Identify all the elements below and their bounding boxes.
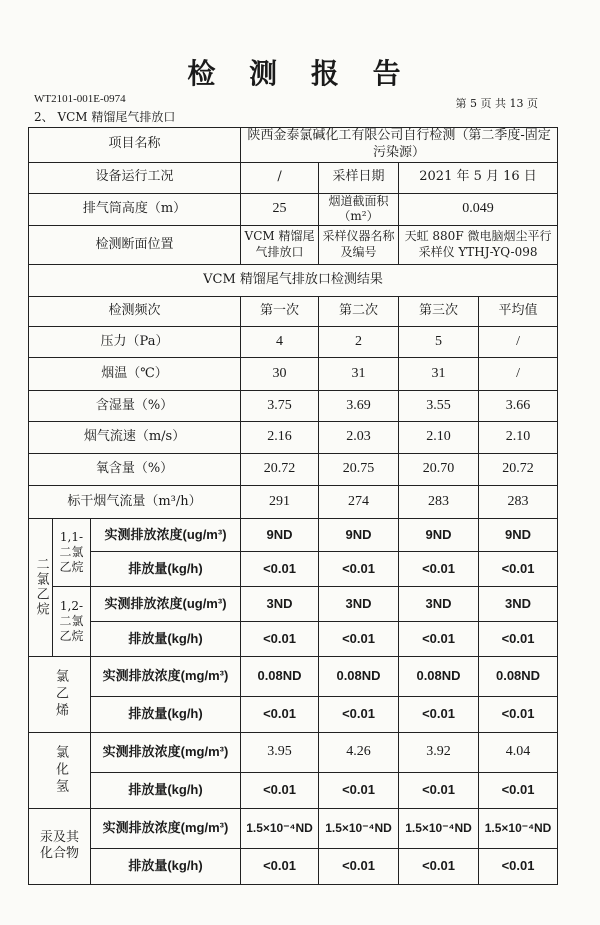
dce-12-conc: 3ND: [241, 586, 319, 621]
dce-11-conc: 9ND: [319, 518, 399, 551]
vc-rate: <0.01: [241, 696, 319, 732]
param-value: 274: [319, 485, 399, 518]
param-value: 2.10: [399, 421, 479, 453]
hg-rate: <0.01: [399, 848, 479, 884]
param-value: 3.55: [399, 390, 479, 421]
conc-label: 实测排放浓度(ug/m³): [91, 518, 241, 551]
hcl-rate: <0.01: [319, 772, 399, 808]
param-value: /: [479, 326, 558, 357]
hg-rate: <0.01: [479, 848, 558, 884]
mercury-label: 汞及其化合物: [29, 808, 91, 884]
sampling-position-label: 检测断面位置: [29, 225, 241, 264]
hcl-conc: 4.26: [319, 732, 399, 772]
operating-condition-value: /: [241, 162, 319, 193]
param-value: 30: [241, 357, 319, 390]
param-value: 2: [319, 326, 399, 357]
col-header-2: 第二次: [319, 296, 399, 326]
hcl-rate: <0.01: [399, 772, 479, 808]
vc-conc: 0.08ND: [479, 656, 558, 696]
vc-conc: 0.08ND: [399, 656, 479, 696]
sample-date-value: 2021 年 5 月 16 日: [399, 162, 558, 193]
conc-label: 实测排放浓度(ug/m³): [91, 586, 241, 621]
param-label: 烟温（℃）: [29, 357, 241, 390]
param-value: /: [479, 357, 558, 390]
param-label: 标干烟气流量（m³/h）: [29, 485, 241, 518]
sampling-position-value: VCM 精馏尾气排放口: [241, 225, 319, 264]
col-header-3: 第三次: [399, 296, 479, 326]
hcl-label: 氯化氢: [29, 732, 91, 808]
report-table: [28, 127, 558, 885]
instrument-value: 天虹 880F 微电脑烟尘平行采样仪 YTHJ-YQ-098: [399, 225, 558, 264]
param-value: 4: [241, 326, 319, 357]
vc-conc: 0.08ND: [319, 656, 399, 696]
hg-conc: 1.5×10⁻⁴ND: [479, 808, 558, 848]
param-value: 283: [479, 485, 558, 518]
dce-12-rate: <0.01: [399, 621, 479, 656]
param-value: 31: [319, 357, 399, 390]
document-number: WT2101-001E-0974: [34, 93, 126, 105]
hg-conc: 1.5×10⁻⁴ND: [319, 808, 399, 848]
dce-12-conc: 3ND: [319, 586, 399, 621]
project-name-label: 项目名称: [29, 128, 241, 163]
param-value: 20.72: [479, 453, 558, 485]
hcl-conc: 3.95: [241, 732, 319, 772]
frequency-label: 检测频次: [29, 296, 241, 326]
dce-12-label: 1,2-二氯乙烷: [53, 586, 91, 656]
hg-conc: 1.5×10⁻⁴ND: [399, 808, 479, 848]
hg-rate: <0.01: [319, 848, 399, 884]
dce-11-rate: <0.01: [479, 551, 558, 586]
hg-rate: <0.01: [241, 848, 319, 884]
param-value: 291: [241, 485, 319, 518]
operating-condition-label: 设备运行工况: [29, 162, 241, 193]
param-value: 2.03: [319, 421, 399, 453]
flue-area-value: 0.049: [399, 193, 558, 225]
rate-label: 排放量(kg/h): [91, 848, 241, 884]
vc-conc: 0.08ND: [241, 656, 319, 696]
vinyl-chloride-label: 氯乙烯: [29, 656, 91, 732]
rate-label: 排放量(kg/h): [91, 772, 241, 808]
param-label: 含湿量（%）: [29, 390, 241, 421]
param-label: 氧含量（%）: [29, 453, 241, 485]
dce-11-conc: 9ND: [399, 518, 479, 551]
param-label: 烟气流速（m/s）: [29, 421, 241, 453]
page-info: 第 5 页 共 13 页: [455, 97, 538, 110]
col-header-avg: 平均值: [479, 296, 558, 326]
hcl-conc: 4.04: [479, 732, 558, 772]
param-label: 压力（Pa）: [29, 326, 241, 357]
hcl-rate: <0.01: [479, 772, 558, 808]
dce-11-label: 1,1-二氯乙烷: [53, 518, 91, 586]
results-title: VCM 精馏尾气排放口检测结果: [29, 264, 558, 296]
rate-label: 排放量(kg/h): [91, 621, 241, 656]
dce-11-rate: <0.01: [241, 551, 319, 586]
rate-label: 排放量(kg/h): [91, 551, 241, 586]
conc-label: 实测排放浓度(mg/m³): [91, 808, 241, 848]
param-value: 3.66: [479, 390, 558, 421]
conc-label: 实测排放浓度(mg/m³): [91, 656, 241, 696]
dce-11-conc: 9ND: [479, 518, 558, 551]
flue-area-label: 烟道截面积（m²）: [319, 193, 399, 225]
param-value: 5: [399, 326, 479, 357]
param-value: 20.72: [241, 453, 319, 485]
dce-11-conc: 9ND: [241, 518, 319, 551]
dce-12-conc: 3ND: [399, 586, 479, 621]
section-heading: 2、 VCM 精馏尾气排放口: [34, 110, 176, 124]
stack-height-value: 25: [241, 193, 319, 225]
param-value: 20.75: [319, 453, 399, 485]
rate-label: 排放量(kg/h): [91, 696, 241, 732]
dce-12-rate: <0.01: [241, 621, 319, 656]
param-value: 20.70: [399, 453, 479, 485]
vc-rate: <0.01: [479, 696, 558, 732]
param-value: 3.69: [319, 390, 399, 421]
vc-rate: <0.01: [399, 696, 479, 732]
param-value: 2.16: [241, 421, 319, 453]
dce-11-rate: <0.01: [399, 551, 479, 586]
report-title: 检 测 报 告: [187, 57, 413, 90]
param-value: 3.75: [241, 390, 319, 421]
sample-date-label: 采样日期: [319, 162, 399, 193]
dce-11-rate: <0.01: [319, 551, 399, 586]
hg-conc: 1.5×10⁻⁴ND: [241, 808, 319, 848]
param-value: 31: [399, 357, 479, 390]
col-header-1: 第一次: [241, 296, 319, 326]
hcl-rate: <0.01: [241, 772, 319, 808]
dce-12-conc: 3ND: [479, 586, 558, 621]
dce-12-rate: <0.01: [319, 621, 399, 656]
dce-12-rate: <0.01: [479, 621, 558, 656]
dichloroethane-group-label: 二氯乙烷: [29, 518, 53, 656]
stack-height-label: 排气筒高度（m）: [29, 193, 241, 225]
hcl-conc: 3.92: [399, 732, 479, 772]
param-value: 2.10: [479, 421, 558, 453]
param-value: 283: [399, 485, 479, 518]
project-name-value: 陕西金泰氯碱化工有限公司自行检测（第二季度-固定污染源）: [241, 128, 558, 163]
conc-label: 实测排放浓度(mg/m³): [91, 732, 241, 772]
instrument-label: 采样仪器名称及编号: [319, 225, 399, 264]
vc-rate: <0.01: [319, 696, 399, 732]
